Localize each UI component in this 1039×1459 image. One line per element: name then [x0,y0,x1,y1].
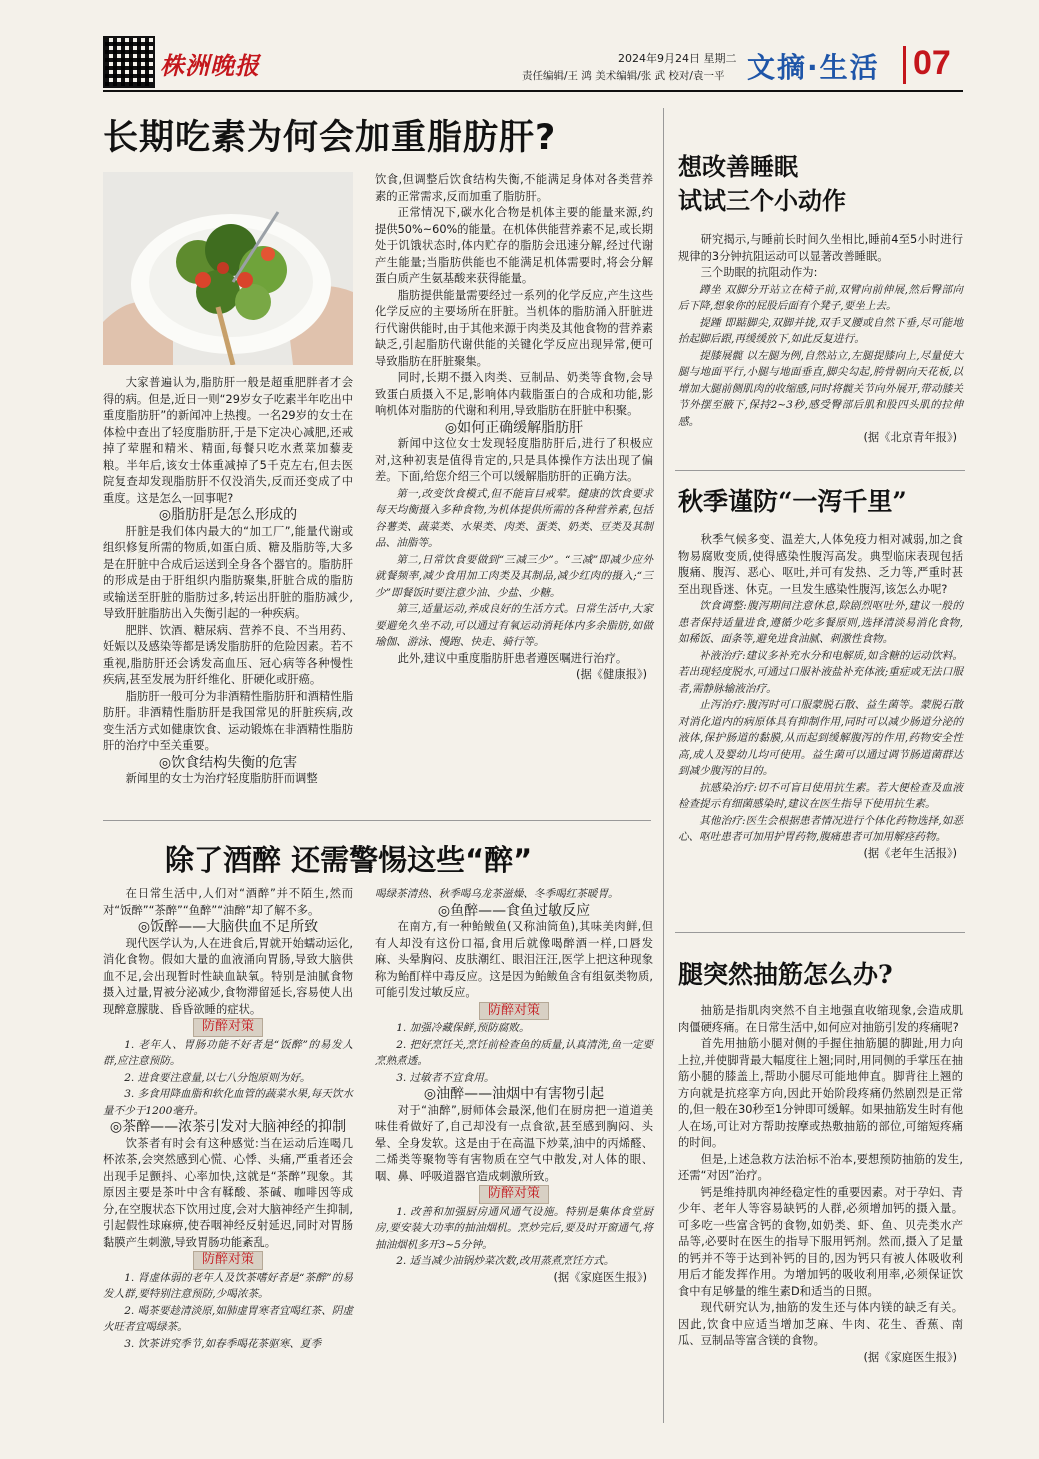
tip-item: 3. 多食用降血脂和软化血管的蔬菜水果,每天饮水量不少于1200毫升。 [103,1088,353,1117]
subheading: ◎饭醉——大脑供血不足所致 [137,919,319,935]
column-divider [663,108,664,1423]
paragraph: 脂肪提供能量需要经过一系列的化学反应,产生这些化学反应的主要场所在肝脏。当机体的脂肪涌入肝脏进行代谢供能时,由于其他来源于肉类及其他食物的营养素缺乏,引起脂肪代谢供能的关键化学反应出现异常,便可导致脂肪在肝脏聚集。 [375,288,653,368]
tips-banner [103,1018,353,1037]
article-title [678,150,846,218]
paragraph: 研究揭示,与睡前长时间久坐相比,睡前4至5小时进行规律的3分钟抗阻运动可以显著改善睡眠。 [678,233,963,263]
paragraph: 肥胖、饮酒、糖尿病、营养不良、不当用药、妊娠以及感染等都是诱发脂肪肝的危险因素。若不重视,脂肪肝还会诱发高血压、冠心病等各种慢性疾病,甚至发展为肝纤维化、肝硬化或肝癌。 [103,623,353,686]
paragraph: 第三,适量运动,养成良好的生活方式。日常生活中,大家要避免久坐不动,可以通过有氧运动消耗体内多余脂肪,如做瑜伽、游泳、慢跑、快走、骑行等。 [375,603,653,648]
paragraph: 首先用抽筋小腿对侧的手握住抽筋腿的脚趾,用力向上拉,并使脚背最大幅度往上翘;同时,用同侧的手掌压在抽筋小腿的膝盖上,帮助小腿尽可能地伸直。脚背往上翘的方向就是抗痉挛方向,因此开始阶段疼痛仍然剧烈是正常的,但一般在30秒至1分钟即可缓解。如果抽筋发生时有他人在场,可让对方帮助按摩或热敷抽筋的部位,可缩短疼痛的时间。 [678,1037,963,1149]
paragraph: 抽筋是指肌肉突然不自主地强直收缩现象,会造成肌肉僵硬疼痛。在日常生活中,如何应对抽筋引发的疼痛呢? [678,1004,963,1034]
subheading: ◎饮食结构失衡的危害 [158,754,298,771]
article-column [375,886,653,1286]
paragraph: 同时,长期不摄入肉类、豆制品、奶类等食物,会导致蛋白质摄入不足,影响体内载脂蛋白的合成和功能,影响机体对脂肪的代谢和利用,导致脂肪在肝脏中积聚。 [375,371,653,417]
paragraph: 新闻中这位女士发现轻度脂肪肝后,进行了积极应对,这种初衷是值得肯定的,只是具体操作方法出现了偏差。下面,给您介绍三个可以缓解脂肪肝的正确方法。 [375,437,653,483]
article-divider [103,820,651,821]
subheading: ◎脂肪肝是怎么形成的 [158,507,298,523]
paragraph: 在南方,有一种鲐鲅鱼(又称油筒鱼),其味美肉鲜,但有人却没有这份口福,食用后就像喝醉酒一样,口唇发麻、头晕胸闷、皮肤潮红、眼泪汪汪,医学上把这种现象称为鲐酊样中毒反应。这是因为鲐鲅鱼含有组氨类物质,可能引发过敏反应。 [375,920,653,999]
article-column [103,886,353,1352]
paragraph: 补液治疗:建议多补充水分和电解质,如含糖的运动饮料。若出现轻度脱水,可通过口服补液盐补充体液;重症或无法口服者,需静脉输液治疗。 [678,649,963,695]
paragraph: 肝脏是我们体内最大的“加工厂”,能量代谢或组织修复所需的物质,如蛋白质、糖及脂肪等,大多是在肝脏中合成后运送到全身各个器官的。脂肪肝的形成是由于肝组织内脂肪聚集,肝脏合成的脂肪或输送至肝脏的脂肪过多,转运出肝脏的脂肪减少,导致肝脏脂肪出入失衡引起的一种疾病。 [103,524,353,620]
tip-item: 1. 改善和加强厨房通风通气设施。特别是集体食堂厨房,要安装大功率的抽油烟机。烹炒完后,要及时开窗通气,将抽油烟机多开3~5分钟。 [375,1205,653,1251]
paragraph: 第二,日常饮食要做到“三减三少”。“三减”即减少应外就餐频率,减少食用加工肉类及其制品,减少红肉的摄入;“三少”即餐饭时要注意少油、少盐、少糖。 [375,553,653,599]
article-column [678,1003,963,1366]
section-title: 文摘·生活 [747,51,880,84]
tip-item: 1. 肾虚体弱的老年人及饮茶嗜好者是“茶醉”的易发人群,要特别注意预防,少喝浓茶。 [103,1271,353,1300]
paragraph: 正常情况下,碳水化合物是机体主要的能量来源,约提供50%~60%的能量。在机体供能营养素不足,或长期处于饥饿状态时,体内贮存的脂肪会迅速分解,经过代谢产生能量;当脂肪供能也不能满足机体需要时,将会分解蛋白质产生氨基酸来获得能量。 [375,206,653,285]
subheading: ◎鱼醉——食鱼过敏反应 [437,902,591,919]
subheading: ◎油醉——油烟中有害物引起 [423,1086,605,1102]
tips-banner [375,1002,653,1021]
tip-item: 3. 饮茶讲究季节,如春季喝花茶驱寒、夏季 [124,1337,322,1350]
tip-item: 1. 加强冷藏保鲜,预防腐败。 [396,1022,530,1034]
paragraph: 脂肪肝一般可分为非酒精性脂肪肝和酒精性脂肪肝。非酒精性脂肪肝是我国常见的肝脏疾病,改变生活方式如健康饮食、运动锻炼在非酒精性脂肪肝的治疗中至关重要。 [103,689,353,752]
paragraph: 对于“油醉”,厨师体会最深,他们在厨房把一道道美味佳肴做好了,自己却没有一点食欲,甚至感到胸闷、头晕、全身发软。这是由于在高温下炒菜,油中的丙烯醛、二烯类等聚物等有害物质在空气中散发,对人体的眼、咽、鼻、呼吸道器官造成刺激所致。 [375,1103,653,1183]
article-column [375,172,653,684]
article-title-line: 试试三个小动作 [678,186,846,215]
tips-banner-label: 防醉对策 [193,1018,263,1037]
article-column [103,375,353,788]
page-number: 07 [913,44,951,82]
paragraph: 蹲坐 双脚分开站立在椅子前,双臂向前伸展,然后臀部向后下降,想象你的屁股后面有个凳子,要坐上去。 [678,283,963,312]
tip-item: 2. 进食要注意量,以七八分饱原则为好。 [124,1071,311,1084]
masthead-divider [903,46,906,84]
paragraph: 三个助眠的抗阻动作为: [700,266,818,279]
article-column [678,532,963,862]
header-rule [103,90,963,92]
tips-banner [375,1185,653,1204]
article-title: 秋季谨防“一泻千里” [678,487,907,516]
paragraph: 抗感染治疗:切不可盲目使用抗生素。若大便检查及血液检查提示有细菌感染时,建议在医生指导下使用抗生素。 [678,781,963,810]
salad-photo [103,172,353,365]
paragraph: 饮食,但调整后饮食结构失衡,不能满足身体对各类营养素的正常需求,反而加重了脂肪肝。 [375,173,653,203]
source-credit: (据《家庭医生报》) [553,1270,647,1284]
tip-item: 3. 过敏者不宜食用。 [396,1071,495,1084]
paragraph: 此外,建议中重度脂肪肝患者遵医嘱进行治疗。 [397,651,628,665]
editor-credits: 责任编辑/王 鸿 美术编辑/张 武 校对/袁一平 [522,70,725,82]
tip-item: 2. 把好烹饪关,烹饪前检查鱼的质量,认真清洗,鱼一定要烹熟煮透。 [375,1038,653,1067]
article-divider [675,470,965,471]
paragraph: 现代研究认为,抽筋的发生还与体内镁的缺乏有关。因此,饮食中应适当增加芝麻、牛肉、花生、香蕉、南瓜、豆制品等富含镁的食物。 [678,1301,963,1347]
paragraph: 秋季气候多变、温差大,人体免疫力相对减弱,加之食物易腐败变质,使得感染性腹泻高发。典型临床表现包括腹痛、腹泻、恶心、呕吐,并可有发热、乏力等,严重时甚至出现昏迷、休克。一旦发生感染性腹泻,该怎么办呢? [678,533,963,596]
source-credit: (据《老年生活报》) [863,846,957,860]
paragraph: 饮食调整:腹泻期间注意休息,除剧烈呕吐外,建议一般的患者保持适量进食,遵循少吃多餐原则,选择清淡易消化食物,如稀饭、面条等,避免进食油腻、刺激性食物。 [678,600,963,645]
tips-banner [103,1251,353,1270]
tips-banner-label: 防醉对策 [479,1002,549,1021]
subheading: ◎茶醉——浓茶引发对大脑神经的抑制 [109,1119,347,1135]
tip-item: 2. 喝茶要趁清淡原,如肺虚胃寒者宜喝红茶、阴虚火旺者宜喝绿茶。 [103,1304,353,1333]
article-column [678,232,963,447]
paragraph: 但是,上述急救方法治标不治本,要想预防抽筋的发生,还需“对因”治疗。 [678,1152,963,1182]
paragraph: 新闻里的女士为治疗轻度脂肪肝而调整 [125,772,318,785]
paragraph: 止泻治疗:腹泻时可口服蒙脱石散、益生菌等。蒙脱石散对消化道内的病原体具有抑制作用,同时可以减少肠道分泌的液体,保护肠道的黏膜,从而起到缓解腹泻的作用,药物安全性高,成人及婴幼儿均可使用。益生菌可以通过调节肠道菌群达到减少腹泻的目的。 [678,699,963,777]
article-divider [675,932,965,933]
tip-item: 2. 适当减少油锅炒菜次数,改用蒸煮烹饪方式。 [396,1255,615,1267]
paragraph: 大家普遍认为,脂肪肝一般是超重肥胖者才会得的病。但是,近日一则“29岁女子吃素半年吃出中重度脂肪肝”的新闻冲上热搜。一名29岁的女士在体检中查出了轻度脂肪肝,于是下定决心减肥,还戒掉了荤腥和精米、精面,每餐只吃水煮菜加藜麦粮。半年后,该女士体重减掉了5千克左右,但去医院复查却发现脂肪肝不仅没消失,反而还变成了中重度。这是怎么一回事呢? [103,376,353,505]
tips-banner-label: 防醉对策 [193,1251,263,1270]
tips-banner-label: 防醉对策 [479,1185,549,1204]
paragraph: 第一,改变饮食模式,但不能盲目戒荤。健康的饮食要求每天均衡摄入多种食物,为机体提供所需的各种营养素,包括谷薯类、蔬菜类、水果类、肉类、蛋类、奶类、豆类及其制品、油脂等。 [375,487,653,549]
article-title: 腿突然抽筋怎么办? [678,960,893,989]
paragraph: 在日常生活中,人们对“酒醉”并不陌生,然而对“饭醉”“茶醉”“鱼醉”“油醉”却了解不多。 [103,887,353,917]
paragraph: 其他治疗:医生会根据患者情况进行个体化药物选择,如恶心、呕吐患者可加用护胃药物,腹痛患者可加用解痉药物。 [678,814,963,843]
source-credit: (据《家庭医生报》) [863,1350,957,1364]
article-title: 长期吃素为何会加重脂肪肝? [103,118,557,158]
paragraph: 现代医学认为,人在进食后,胃就开始蠕动运化,消化食物。假如大量的血液涌向胃肠,导致大脑供血不足,会出现暂时性缺血缺氧。特别是油腻食物摄入过量,胃被分泌减少,食物滞留延长,容易使人出现醉意朦胧、昏昏欲睡的症状。 [103,936,353,1016]
newspaper-logo: 株洲晚报 [160,51,260,80]
tip-item: 1. 老年人、胃肠功能不好者是“饭醉”的易发人群,应注意预防。 [103,1038,353,1067]
paragraph: 饮茶者有时会有这种感觉:当在运动后连喝几杯浓茶,会突然感到心慌、心悸、头痛,严重者还会出现手足颤抖、心率加快,这就是“茶醉”现象。其原因主要是茶叶中含有鞣酸、茶碱、咖啡因等成分,在空腹状态下饮用过度,会对大脑神经产生抑制,引起假性球麻痹,使吞咽神经反射延迟,同时对胃肠黏膜产生刺激,导致胃肠功能紊乱。 [103,1136,353,1249]
paragraph: 提膝展髋 以左腿为例,自然站立,左腿提膝向上,尽量使大腿与地面平行,小腿与地面垂直,脚尖勾起,胯骨朝向天花板,以增加大腿前侧肌肉的收缩感,同时将髋关节向外展开,带动膝关节外摆至腋下,保持2~3秒,感受臀部后肌和股四头肌的拉伸感。 [678,349,963,428]
paragraph: 钙是维持肌肉神经稳定性的重要因素。对于孕妇、青少年、老年人等容易缺钙的人群,必须增加钙的摄入量。可多吃一些富含钙的食物,如奶类、虾、鱼、贝壳类水产品等,必要时在医生的指导下服用钙剂。然而,摄入了足量的钙并不等于达到补钙的目的,因为钙只有被人体吸收利用后才能发挥作用。为增加钙的吸收利用率,必须保证饮食中有足够量的维生素D和适当的日照。 [678,1185,963,1298]
source-credit: (据《健康报》) [576,668,647,681]
subheading: ◎如何正确缓解脂肪肝 [444,419,584,436]
article-title: 除了酒醉 还需警惕这些“醉” [165,843,533,877]
source-credit: (据《北京青年报》) [863,431,957,444]
issue-date: 2024年9月24日 星期二 [618,52,737,65]
article-title-line: 想改善睡眠 [678,152,798,181]
paragraph: 提踵 即踮脚尖,双脚并拢,双手叉腰或自然下垂,尽可能地抬起脚后跟,再缓缓放下,如此反复进行。 [678,316,963,345]
qr-code-icon [103,36,155,88]
tip-item: 喝绿茶清热、秋季喝乌龙茶滋燥、冬季喝红茶暖胃。 [375,888,619,900]
